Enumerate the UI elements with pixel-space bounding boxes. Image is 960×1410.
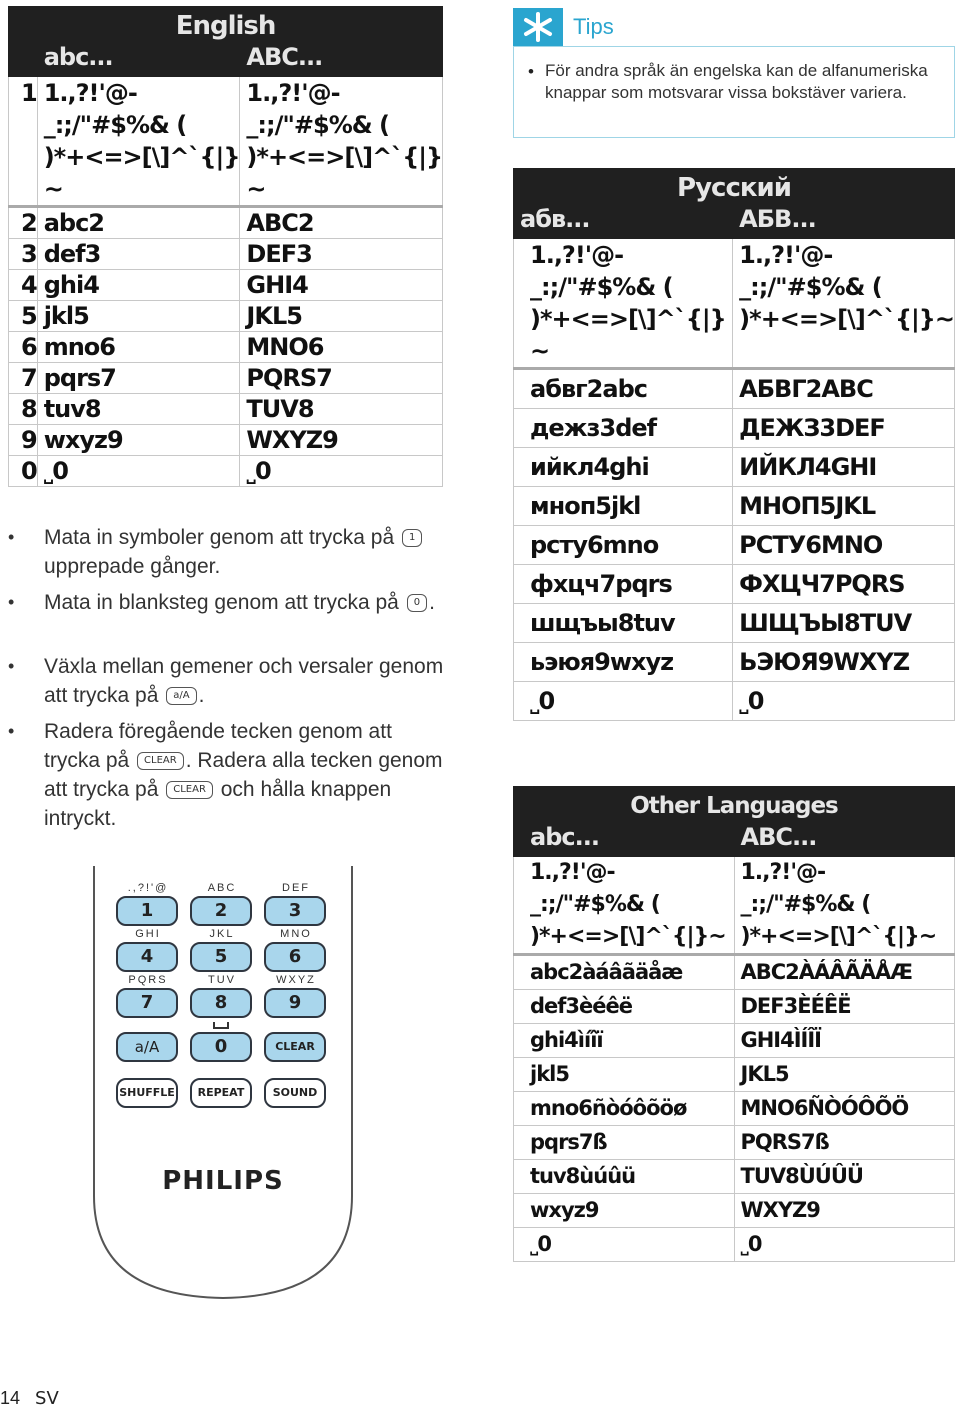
tips-icon (513, 8, 563, 46)
remote-key-0[interactable]: 0 (190, 1032, 252, 1062)
table-cell: JKL5 (240, 301, 443, 332)
key-number: 1 (9, 77, 38, 207)
bullet-clear: Radera föregående tecken genom att trycka på CLEAR . Radera alla tecken genom att trycka på CLEAR och hålla knappen intryckt. (44, 720, 443, 830)
table-cell: abc2àáâãäåæ (514, 955, 735, 990)
table-cell: PQRS7ß (734, 1126, 955, 1160)
table-cell: pqrs7ß (514, 1126, 735, 1160)
table-cell: АБВГ2ABC (733, 369, 955, 409)
page-footer (0, 1388, 59, 1409)
key-number: 0 (9, 456, 38, 487)
key-number: 5 (9, 301, 38, 332)
table-cell: tuv8ùúûü (514, 1160, 735, 1194)
column-header-upper: ABC... (734, 822, 955, 857)
table-cell: mno6ñòóôõöø (514, 1092, 735, 1126)
table-cell: ˽0 (240, 456, 443, 487)
remote-control (92, 866, 354, 1306)
symbol-cell-lower: 1.,?!'@- _:;/"#$%& ( )*+<=>[\]^`{|} ~ (37, 77, 240, 207)
table-cell: РСТУ6MNO (733, 526, 955, 565)
remote-key-7[interactable]: 7 (116, 988, 178, 1018)
bullet-space: Mata in blanksteg genom att trycka på 0 . (44, 591, 435, 614)
table-cell: DEF3ÈÉÊË (734, 990, 955, 1024)
table-cell: pqrs7 (37, 363, 240, 394)
table-cell: фхцч7pqrs (514, 565, 733, 604)
table-cell: абвг2abc (514, 369, 733, 409)
table-cell: wxyz9 (37, 425, 240, 456)
key-number: 8 (9, 394, 38, 425)
table-cell: GHI4ÌÍÎÏ (734, 1024, 955, 1058)
key-number: 6 (9, 332, 38, 363)
key-number: 7 (9, 363, 38, 394)
key-clear-icon: CLEAR (137, 752, 184, 770)
table-cell: ьэюя9wxyz (514, 643, 733, 682)
bullet-case: Växla mellan gemener och versaler genom att trycka på a/A . (44, 655, 444, 707)
table-cell: мноп5jkl (514, 487, 733, 526)
bullet-icon: • (8, 592, 15, 612)
key-label: PQRS (128, 974, 168, 986)
key-label: TUV (208, 974, 236, 986)
table-cell: ˽0 (733, 682, 955, 721)
table-cell: PQRS7 (240, 363, 443, 394)
key-number: 2 (9, 207, 38, 239)
column-header-lower: абв... (514, 204, 733, 239)
table-cell: WXYZ9 (240, 425, 443, 456)
remote-key-3[interactable]: 3 (264, 896, 326, 926)
remote-shuffle-button[interactable]: SHUFFLE (116, 1078, 178, 1108)
key-label: GHI (135, 928, 161, 940)
symbol-cell-upper: 1.,?!'@- _:;/"#$%& ( )*+<=>[\]^`{|} ~ (240, 77, 443, 207)
table-cell: DEF3 (240, 239, 443, 270)
table-cell: ghi4 (37, 270, 240, 301)
remote-key-2[interactable]: 2 (190, 896, 252, 926)
english-keypad-table (8, 6, 443, 487)
table-cell: jkl5 (37, 301, 240, 332)
remote-key-clear[interactable]: CLEAR (264, 1032, 326, 1062)
remote-key-1[interactable]: 1 (116, 896, 178, 926)
column-header-upper: АБВ... (733, 204, 955, 239)
key-number: 4 (9, 270, 38, 301)
table-cell: def3èéêë (514, 990, 735, 1024)
key-1-icon: 1 (402, 529, 422, 547)
table-cell: jkl5 (514, 1058, 735, 1092)
remote-key-9[interactable]: 9 (264, 988, 326, 1018)
table-title: English (9, 7, 443, 42)
key-label: ABC (207, 882, 237, 894)
key-0-icon: 0 (407, 594, 427, 612)
column-header-upper: ABC... (240, 42, 443, 77)
bullet-icon: • (528, 62, 534, 81)
table-cell: MNO6 (240, 332, 443, 363)
tips-title: Tips (573, 14, 614, 39)
remote-key-8[interactable]: 8 (190, 988, 252, 1018)
column-header-lower: abc... (514, 822, 735, 857)
table-cell: рсту6mno (514, 526, 733, 565)
table-cell: ABC2ÀÁÂÃÄÅÆ (734, 955, 955, 990)
russian-keypad-table (513, 168, 955, 721)
key-label: JKL (209, 928, 235, 940)
table-cell: ийкл4ghi (514, 448, 733, 487)
table-cell: дежз3def (514, 409, 733, 448)
key-label: DEF (282, 882, 310, 894)
remote-sound-button[interactable]: SOUND (264, 1078, 326, 1108)
brand-logo: PHILIPS (162, 1166, 284, 1196)
symbol-cell-upper: 1.,?!'@- _:;/"#$%& ( )*+<=>[\]^`{|}~ (734, 857, 955, 955)
other-languages-keypad-table (513, 786, 955, 1262)
remote-key-4[interactable]: 4 (116, 942, 178, 972)
key-number: 9 (9, 425, 38, 456)
table-cell: mno6 (37, 332, 240, 363)
key-label: WXYZ (276, 974, 316, 986)
table-cell: WXYZ9 (734, 1194, 955, 1228)
key-label: MNO (280, 928, 312, 940)
bullet-symbols: Mata in symboler genom att trycka på 1 upprepade gånger. (44, 523, 444, 581)
table-cell: ИЙКЛ4GHI (733, 448, 955, 487)
table-cell: шщъы8tuv (514, 604, 733, 643)
table-cell: ШЩЪЫ8TUV (733, 604, 955, 643)
page-number: 14 (0, 1388, 21, 1408)
table-cell: JKL5 (734, 1058, 955, 1092)
table-cell: abc2 (37, 207, 240, 239)
table-cell: ˽0 (37, 456, 240, 487)
tips-header (513, 8, 955, 46)
space-icon (213, 1022, 229, 1030)
language-code: SV (35, 1388, 59, 1409)
table-cell: TUV8 (240, 394, 443, 425)
table-cell: ghi4ìíîï (514, 1024, 735, 1058)
table-cell: МНОП5JKL (733, 487, 955, 526)
table-cell: ДЕЖЗ3DEF (733, 409, 955, 448)
table-cell: ˽0 (514, 682, 733, 721)
remote-key-5[interactable]: 5 (190, 942, 252, 972)
table-cell: ABC2 (240, 207, 443, 239)
key-label: .,?!'@ (127, 882, 169, 894)
table-cell: ФХЦЧ7PQRS (733, 565, 955, 604)
table-cell: MNO6ÑÒÓÔÕÖ (734, 1092, 955, 1126)
table-cell: ˽0 (734, 1228, 955, 1262)
table-cell: tuv8 (37, 394, 240, 425)
remote-key-aa[interactable]: a/A (116, 1032, 178, 1062)
symbol-cell-upper: 1.,?!'@- _:;/"#$%& ( )*+<=>[\]^`{|}~ (733, 239, 955, 369)
table-cell: wxyz9 (514, 1194, 735, 1228)
table-cell: TUV8ÙÚÛÜ (734, 1160, 955, 1194)
table-cell: def3 (37, 239, 240, 270)
key-aa-icon: a/A (166, 687, 196, 705)
symbol-cell-lower: 1.,?!'@- _:;/"#$%& ( )*+<=>[\]^`{|}~ (514, 857, 735, 955)
bullet-icon: • (8, 656, 15, 676)
key-clear-icon: CLEAR (166, 781, 213, 799)
key-number: 3 (9, 239, 38, 270)
bullet-icon: • (8, 721, 15, 741)
table-cell: ˽0 (514, 1228, 735, 1262)
table-cell: GHI4 (240, 270, 443, 301)
bullet-icon: • (8, 527, 15, 547)
symbol-cell-lower: 1.,?!'@- _:;/"#$%& ( )*+<=>[\]^`{|} ~ (514, 239, 733, 369)
remote-key-6[interactable]: 6 (264, 942, 326, 972)
tips-text: För andra språk än engelska kan de alfanumeriska knappar som motsvarar vissa bokstäver variera. (545, 61, 928, 102)
remote-repeat-button[interactable]: REPEAT (190, 1078, 252, 1108)
table-title: Русский (514, 169, 955, 204)
table-cell: ЬЭЮЯ9WXYZ (733, 643, 955, 682)
table-title: Other Languages (514, 787, 955, 822)
column-header-lower: abc... (37, 42, 240, 77)
